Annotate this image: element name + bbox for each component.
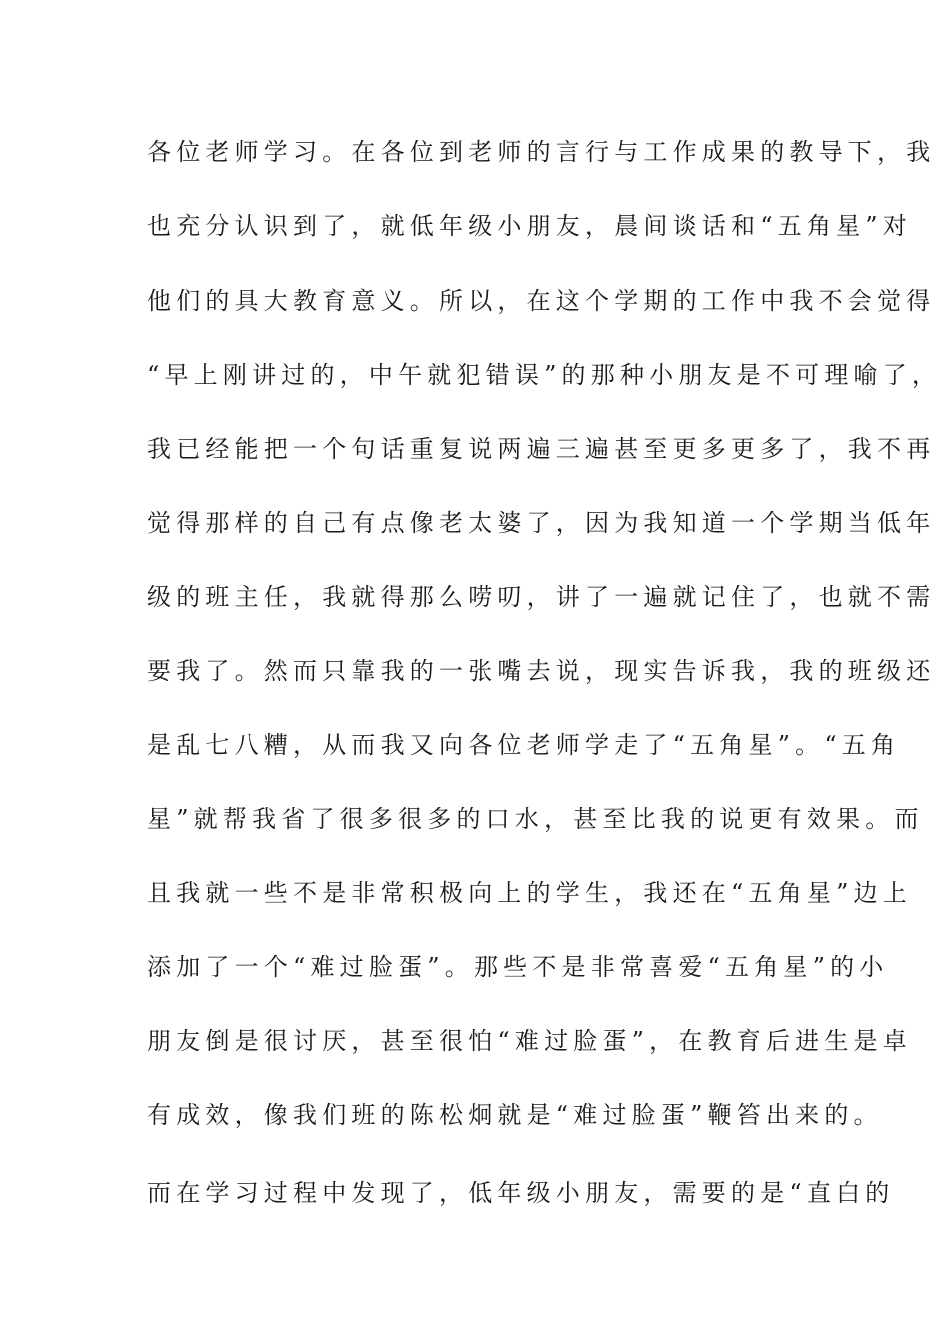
- text-line: 而在学习过程中发现了，低年级小朋友，需要的是“直白的: [147, 1179, 895, 1207]
- text-line: 觉得那样的自己有点像老太婆了，因为我知道一个学期当低年: [147, 509, 936, 537]
- text-line: 有成效，像我们班的陈松炯就是“难过脸蛋”鞭笞出来的。: [147, 1101, 883, 1129]
- text-line: 要我了。然而只靠我的一张嘴去说，现实告诉我，我的班级还: [147, 657, 936, 685]
- text-line: 级的班主任，我就得那么唠叨，讲了一遍就记住了，也就不需: [147, 583, 936, 611]
- text-line: 是乱七八糟，从而我又向各位老师学走了“五角星”。“五角: [147, 731, 901, 759]
- text-line: 朋友倒是很讨厌，甚至很怕“难过脸蛋”，在教育后进生是卓: [147, 1027, 912, 1055]
- text-line: 他们的具大教育意义。所以，在这个学期的工作中我不会觉得: [147, 287, 936, 315]
- text-line: 添加了一个“难过脸蛋”。那些不是非常喜爱“五角星”的小: [147, 953, 889, 981]
- text-line: 各位老师学习。在各位到老师的言行与工作成果的教导下，我: [147, 138, 936, 166]
- text-line: 且我就一些不是非常积极向上的学生，我还在“五角星”边上: [147, 879, 912, 907]
- text-line: 我已经能把一个句话重复说两遍三遍甚至更多更多了，我不再: [147, 435, 936, 463]
- text-line: 星”就帮我省了很多很多的口水，甚至比我的说更有效果。而: [147, 805, 924, 833]
- text-line: “早上刚讲过的，中午就犯错误”的那种小朋友是不可理喻了，: [147, 361, 942, 389]
- text-line: 也充分认识到了，就低年级小朋友，晨间谈话和“五角星”对: [147, 212, 912, 240]
